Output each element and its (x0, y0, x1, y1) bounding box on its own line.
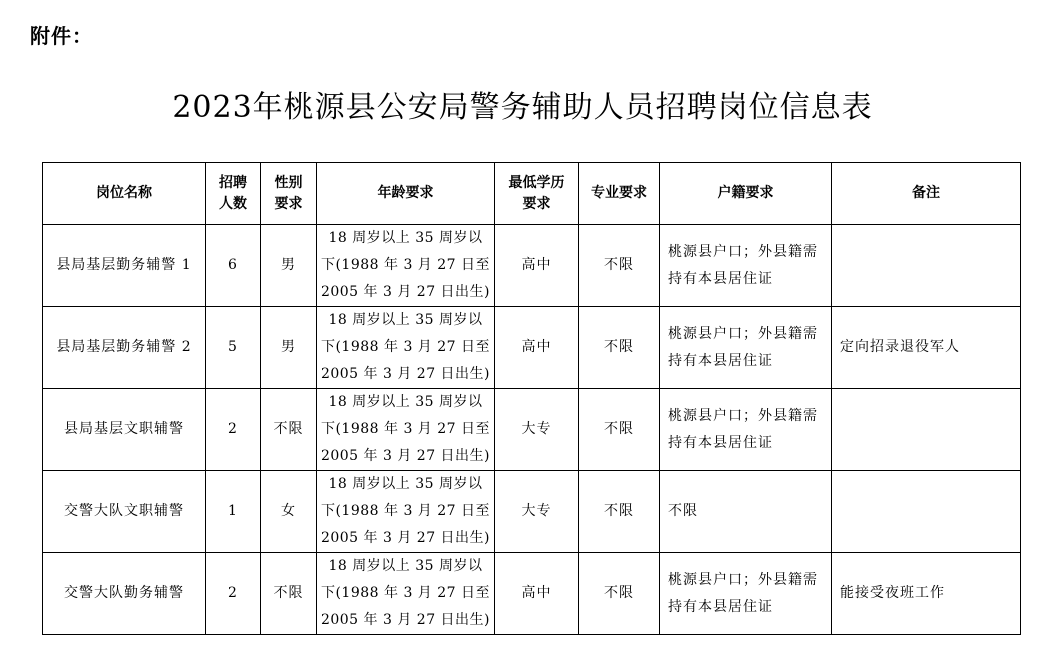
cell-education: 高中 (495, 225, 579, 307)
cell-position: 县局基层文职辅警 (43, 389, 206, 471)
cell-age: 18 周岁以上 35 周岁以 下(1988 年 3 月 27 日至 2005 年 3 月 27 日出生) (317, 471, 495, 553)
header-education: 最低学历 要求 (495, 163, 579, 225)
header-remark: 备注 (832, 163, 1021, 225)
cell-gender: 女 (261, 471, 317, 553)
cell-remark: 定向招录退役军人 (832, 307, 1021, 389)
table-row (43, 225, 1021, 307)
cell-education: 大专 (495, 389, 579, 471)
cell-age: 18 周岁以上 35 周岁以 下(1988 年 3 月 27 日至 2005 年 3 月 27 日出生) (317, 389, 495, 471)
cell-residence: 桃源县户口；外县籍需持有本县居住证 (660, 307, 832, 389)
cell-education: 大专 (495, 471, 579, 553)
attachment-label: 附件： (30, 24, 93, 48)
cell-major: 不限 (579, 389, 660, 471)
cell-major: 不限 (579, 307, 660, 389)
cell-gender: 不限 (261, 389, 317, 471)
page-title: 2023年桃源县公安局警务辅助人员招聘岗位信息表 (172, 90, 873, 125)
table-row (43, 553, 1021, 635)
cell-remark (832, 225, 1021, 307)
cell-count: 2 (206, 389, 261, 471)
cell-gender: 不限 (261, 553, 317, 635)
cell-gender: 男 (261, 307, 317, 389)
header-position: 岗位名称 (43, 163, 206, 225)
cell-major: 不限 (579, 471, 660, 553)
cell-remark: 能接受夜班工作 (832, 553, 1021, 635)
cell-age: 18 周岁以上 35 周岁以 下(1988 年 3 月 27 日至 2005 年 3 月 27 日出生) (317, 225, 495, 307)
header-age: 年龄要求 (317, 163, 495, 225)
table-row (43, 389, 1021, 471)
recruitment-table (42, 162, 1021, 635)
table-row (43, 307, 1021, 389)
cell-count: 1 (206, 471, 261, 553)
cell-age: 18 周岁以上 35 周岁以 下(1988 年 3 月 27 日至 2005 年 3 月 27 日出生) (317, 307, 495, 389)
cell-age: 18 周岁以上 35 周岁以 下(1988 年 3 月 27 日至 2005 年 3 月 27 日出生) (317, 553, 495, 635)
cell-residence: 桃源县户口；外县籍需持有本县居住证 (660, 389, 832, 471)
cell-major: 不限 (579, 553, 660, 635)
cell-position: 县局基层勤务辅警 1 (43, 225, 206, 307)
cell-education: 高中 (495, 553, 579, 635)
cell-education: 高中 (495, 307, 579, 389)
cell-count: 6 (206, 225, 261, 307)
cell-residence: 桃源县户口；外县籍需持有本县居住证 (660, 225, 832, 307)
cell-position: 县局基层勤务辅警 2 (43, 307, 206, 389)
cell-gender: 男 (261, 225, 317, 307)
cell-remark (832, 389, 1021, 471)
cell-position: 交警大队勤务辅警 (43, 553, 206, 635)
header-gender: 性别 要求 (261, 163, 317, 225)
cell-remark (832, 471, 1021, 553)
header-residence: 户籍要求 (660, 163, 832, 225)
header-major: 专业要求 (579, 163, 660, 225)
cell-count: 5 (206, 307, 261, 389)
cell-residence: 不限 (660, 471, 832, 553)
cell-major: 不限 (579, 225, 660, 307)
header-count: 招聘 人数 (206, 163, 261, 225)
table-row (43, 471, 1021, 553)
header-row (43, 163, 1021, 225)
cell-residence: 桃源县户口；外县籍需持有本县居住证 (660, 553, 832, 635)
cell-count: 2 (206, 553, 261, 635)
cell-position: 交警大队文职辅警 (43, 471, 206, 553)
